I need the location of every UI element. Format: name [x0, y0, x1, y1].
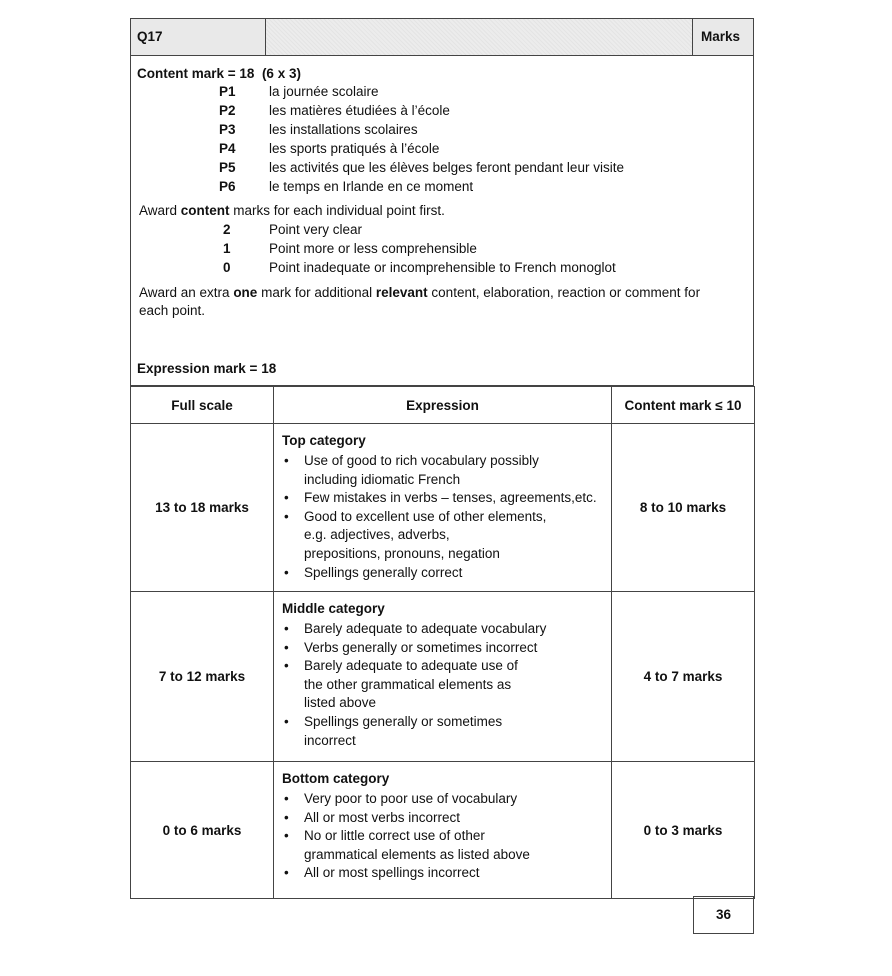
- scale-score: 0: [223, 260, 231, 275]
- award-content-line: [139, 203, 445, 218]
- scale-description: Point more or less comprehensible: [269, 241, 477, 256]
- expression-row: [131, 762, 755, 899]
- point-code: P1: [219, 84, 236, 99]
- criteria-item: [304, 790, 605, 809]
- extra-text-3: content, elaboration, reaction or comment for: [427, 285, 701, 300]
- criteria-line: e.g. adjectives, adverbs,: [304, 527, 450, 543]
- expression-header: Expression: [274, 387, 612, 424]
- criteria-line: • All or most spellings incorrect: [304, 865, 480, 881]
- criteria-line: • Barely adequate to adequate vocabulary: [304, 621, 547, 636]
- criteria-item: [304, 713, 605, 750]
- criteria-line: • Very poor to poor use of vocabulary: [304, 791, 518, 806]
- extra-text-2: mark for additional: [257, 285, 376, 300]
- expression-row: [131, 592, 755, 762]
- marking-scheme-sheet: [130, 18, 754, 899]
- full-scale-value: 0 to 6 marks: [131, 762, 274, 899]
- full-scale-value: 13 to 18 marks: [131, 424, 274, 592]
- criteria-line: prepositions, pronouns, negation: [304, 545, 500, 561]
- criteria-line: • Verbs generally or sometimes incorrect: [304, 639, 538, 655]
- category-title: Bottom category: [282, 771, 390, 786]
- point-code: P3: [219, 122, 236, 137]
- header-blank-cell: [266, 19, 693, 55]
- scale-score: 1: [223, 241, 231, 256]
- criteria-list: [282, 790, 605, 883]
- criteria-line: including idiomatic French: [304, 471, 461, 487]
- scale-description: Point inadequate or incomprehensible to French monoglot: [269, 260, 616, 275]
- criteria-item: [304, 452, 605, 489]
- criteria-item: [304, 489, 605, 508]
- criteria-line: • All or most verbs incorrect: [304, 809, 461, 825]
- question-header: [130, 18, 754, 56]
- criteria-item: [304, 508, 605, 564]
- expression-table-header: [131, 387, 755, 424]
- expression-mark-title: Expression mark = 18: [137, 361, 277, 376]
- full-scale-value: 7 to 12 marks: [131, 592, 274, 762]
- criteria-line: listed above: [304, 695, 377, 711]
- question-number: Q17: [131, 19, 266, 55]
- extra-text-1: Award an extra: [139, 285, 234, 300]
- category-title: Top category: [282, 433, 366, 448]
- content-mark-value: 0 to 3 marks: [612, 762, 755, 899]
- extra-mark-line-2: each point.: [139, 303, 206, 318]
- point-code: P6: [219, 179, 236, 194]
- full-scale-header: Full scale: [131, 387, 274, 424]
- criteria-line: • No or little correct use of other: [304, 828, 485, 844]
- award-pre: Award: [139, 203, 181, 218]
- extra-mark-line-1: [139, 285, 700, 300]
- point-text: les activités que les élèves belges feront pendant leur visite: [269, 160, 624, 175]
- criteria-item: [304, 657, 605, 713]
- expression-description: [274, 592, 612, 762]
- criteria-line: • Spellings generally correct: [304, 564, 463, 580]
- extra-bold-1: one: [233, 285, 258, 300]
- criteria-list: [282, 452, 605, 582]
- point-code: P4: [219, 141, 236, 156]
- extra-bold-2: relevant: [375, 285, 428, 300]
- criteria-item: [304, 620, 605, 639]
- criteria-item: [304, 564, 605, 583]
- category-title: Middle category: [282, 601, 385, 616]
- award-bold: content: [180, 203, 230, 218]
- content-mark-total: Content mark = 18: [137, 66, 255, 81]
- criteria-line: • Spellings generally or sometimes: [304, 713, 503, 729]
- criteria-item: [304, 639, 605, 658]
- expression-description: [274, 762, 612, 899]
- criteria-line: grammatical elements as listed above: [304, 846, 530, 862]
- criteria-list: [282, 620, 605, 750]
- expression-description: [274, 424, 612, 592]
- page-number: 36: [693, 896, 754, 934]
- point-code: P5: [219, 160, 236, 175]
- criteria-line: • Good to excellent use of other elements,: [304, 508, 547, 524]
- criteria-item: [304, 827, 605, 864]
- point-text: la journée scolaire: [269, 84, 379, 99]
- criteria-line: incorrect: [304, 732, 356, 748]
- criteria-item: [304, 864, 605, 883]
- award-post: marks for each individual point first.: [229, 203, 445, 218]
- point-text: les matières étudiées à l’école: [269, 103, 450, 118]
- expression-row: [131, 424, 755, 592]
- point-text: les installations scolaires: [269, 122, 418, 137]
- criteria-line: • Use of good to rich vocabulary possibly: [304, 453, 539, 468]
- point-text: le temps en Irlande en ce moment: [269, 179, 474, 194]
- content-mark-value: 4 to 7 marks: [612, 592, 755, 762]
- scale-description: Point very clear: [269, 222, 363, 237]
- point-text: les sports pratiqués à l’école: [269, 141, 440, 156]
- content-mark-title: [137, 66, 301, 81]
- expression-table: [130, 386, 755, 899]
- point-code: P2: [219, 103, 236, 118]
- content-mark-breakdown: (6 x 3): [261, 66, 301, 81]
- criteria-item: [304, 809, 605, 828]
- content-mark-section: [130, 56, 754, 386]
- scale-score: 2: [223, 222, 231, 237]
- content-mark-header: Content mark ≤ 10: [612, 387, 755, 424]
- marks-label: Marks: [701, 29, 741, 44]
- criteria-line: • Barely adequate to adequate use of: [304, 658, 518, 674]
- criteria-line: the other grammatical elements as: [304, 676, 512, 692]
- criteria-line: • Few mistakes in verbs – tenses, agreements,etc.: [304, 490, 597, 506]
- content-mark-value: 8 to 10 marks: [612, 424, 755, 592]
